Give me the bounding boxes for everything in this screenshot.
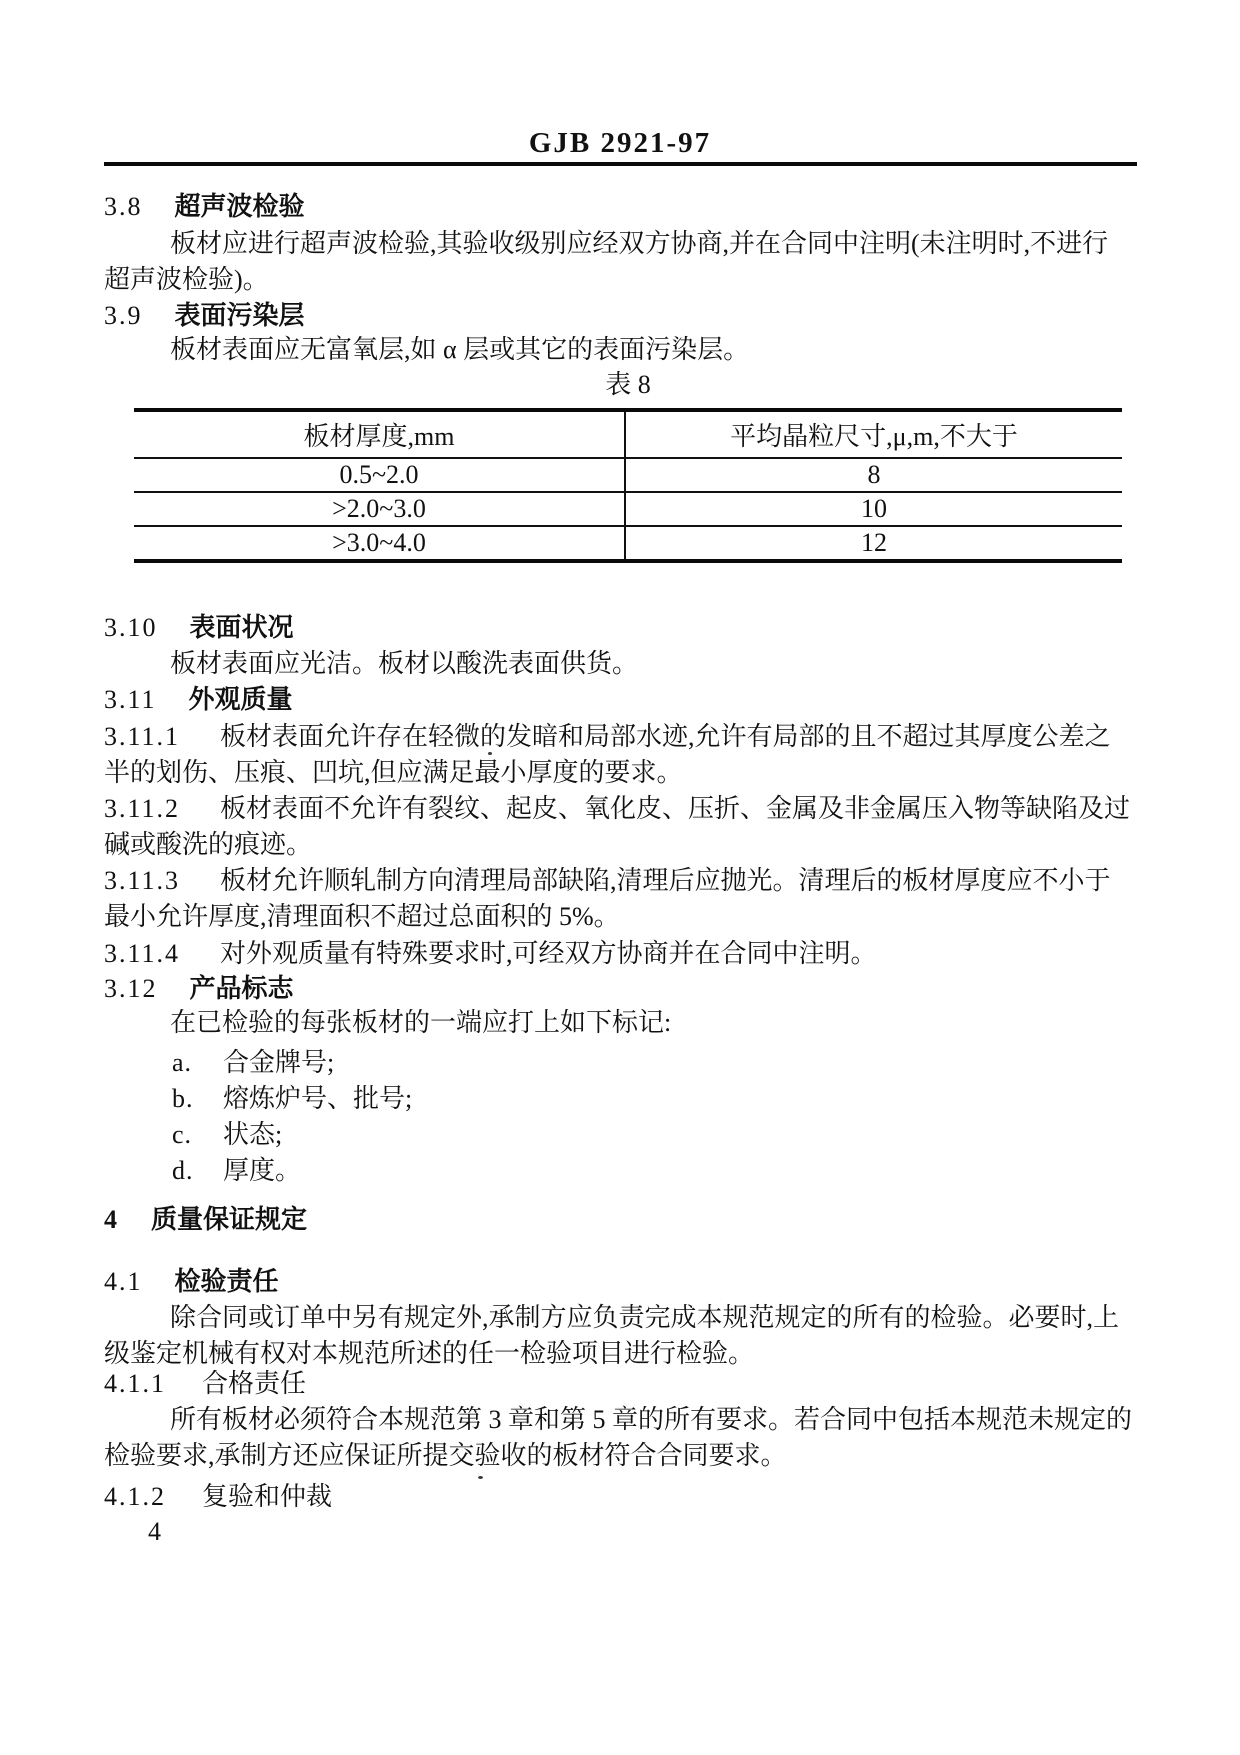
table-row xyxy=(134,526,1122,561)
section-number: 4 xyxy=(104,1205,119,1234)
section-title: 超声波检验 xyxy=(174,192,305,221)
list-text: 厚度。 xyxy=(223,1156,302,1185)
table-8 xyxy=(134,408,1122,563)
heading-4-1-1 xyxy=(104,1366,1134,1402)
heading-4-1 xyxy=(104,1264,1134,1300)
clause-number: 3.11.1 xyxy=(104,722,181,751)
clause-text: 板材表面不允许有裂纹、起皮、氧化皮、压折、金属及非金属压入物等缺陷及过碱或酸洗的痕迹。 xyxy=(104,794,1131,859)
list-marker: b. xyxy=(172,1084,194,1113)
clause-number: 3.11.4 xyxy=(104,939,181,968)
page-number: 4 xyxy=(148,1517,161,1546)
list-marker: c. xyxy=(172,1120,193,1149)
paragraph-3-9: 板材表面应无富氧层,如 α 层或其它的表面污染层。 xyxy=(170,335,750,364)
thickness-cell: 0.5~2.0 xyxy=(134,458,625,492)
paragraph-4-1: 除合同或订单中另有规定外,承制方应负责完成本规范规定的所有的检验。必要时,上级鉴定机械有权对本规范所述的任一检验项目进行检验。 xyxy=(104,1303,1120,1368)
standard-number-header: GJB 2921-97 xyxy=(528,127,712,159)
list-text: 熔炼炉号、批号; xyxy=(223,1084,413,1113)
table-row xyxy=(134,458,1122,492)
heading-3-8 xyxy=(104,189,1134,225)
clause-number: 3.11.3 xyxy=(104,866,181,895)
paragraph-3-8: 板材应进行超声波检验,其验收级别应经双方协商,并在合同中注明(未注明时,不进行超声波检验)。 xyxy=(104,229,1109,294)
section-number: 3.10 xyxy=(104,613,158,642)
thickness-cell: >3.0~4.0 xyxy=(134,526,625,561)
section-title: 合格责任 xyxy=(202,1369,307,1398)
paragraph-3-11-1 xyxy=(104,719,1134,791)
list-text: 状态; xyxy=(223,1120,283,1149)
section-title: 产品标志 xyxy=(189,974,294,1003)
heading-4 xyxy=(104,1202,1134,1238)
paragraph-3-12: 在已检验的每张板材的一端应打上如下标记: xyxy=(170,1008,672,1037)
clause-number: 3.11.2 xyxy=(104,794,181,823)
table-8-caption: 表 8 xyxy=(605,370,651,399)
section-number: 3.9 xyxy=(104,301,143,330)
section-number: 3.12 xyxy=(104,974,158,1003)
heading-4-1-2 xyxy=(104,1479,1134,1515)
grain-size-cell: 12 xyxy=(861,528,887,557)
thickness-cell: >2.0~3.0 xyxy=(134,492,625,526)
list-marker: a. xyxy=(172,1048,193,1077)
section-title: 复验和仲裁 xyxy=(202,1482,333,1511)
section-title: 检验责任 xyxy=(174,1267,279,1296)
section-number: 4.1.2 xyxy=(104,1482,166,1511)
grain-size-cell: 8 xyxy=(625,458,1122,492)
list-item-b xyxy=(172,1081,1132,1117)
scan-speck xyxy=(478,1476,483,1479)
paragraph-3-11-3 xyxy=(104,863,1134,935)
paragraph-4-1-1: 所有板材必须符合本规范第 3 章和第 5 章的所有要求。若合同中包括本规范未规定的检验要求,承制方还应保证所提交验收的板材符合合同要求。 xyxy=(104,1405,1133,1470)
section-title: 表面污染层 xyxy=(174,301,305,330)
section-title: 表面状况 xyxy=(189,613,294,642)
heading-3-11 xyxy=(104,682,1134,718)
column-header-thickness: 板材厚度,mm xyxy=(134,410,625,458)
clause-text: 板材允许顺轧制方向清理局部缺陷,清理后应抛光。清理后的板材厚度应不小于最小允许厚度,清理面积不超过总面积的 5%。 xyxy=(104,866,1111,931)
section-number: 3.11 xyxy=(104,685,157,714)
list-text: 合金牌号; xyxy=(223,1048,335,1077)
section-number: 4.1.1 xyxy=(104,1369,166,1398)
table-header-row xyxy=(134,410,1122,458)
section-number: 4.1 xyxy=(104,1267,143,1296)
scan-speck xyxy=(488,752,492,755)
section-title: 外观质量 xyxy=(188,685,293,714)
column-header-grain-size: 平均晶粒尺寸,μ,m,不大于 xyxy=(625,410,1122,458)
list-item-d xyxy=(172,1153,1132,1189)
clause-text: 板材表面允许存在轻微的发暗和局部水迹,允许有局部的且不超过其厚度公差之半的划伤、压痕、凹坑,但应满足最小厚度的要求。 xyxy=(104,722,1111,787)
section-title: 质量保证规定 xyxy=(151,1205,308,1234)
section-number: 3.8 xyxy=(104,192,143,221)
list-item-a xyxy=(172,1045,1132,1081)
table-row xyxy=(134,492,1122,526)
heading-3-9 xyxy=(104,298,1134,334)
list-marker: d. xyxy=(172,1156,194,1185)
clause-text: 对外观质量有特殊要求时,可经双方协商并在合同中注明。 xyxy=(220,939,877,968)
list-item-c xyxy=(172,1117,1132,1153)
paragraph-3-11-4 xyxy=(104,936,1134,972)
grain-size-cell: 10 xyxy=(625,492,1122,526)
heading-3-12 xyxy=(104,971,1134,1007)
header-rule xyxy=(104,162,1137,166)
paragraph-3-10: 板材表面应光洁。板材以酸洗表面供货。 xyxy=(170,649,639,678)
paragraph-3-11-2 xyxy=(104,791,1134,863)
heading-3-10 xyxy=(104,610,1134,646)
